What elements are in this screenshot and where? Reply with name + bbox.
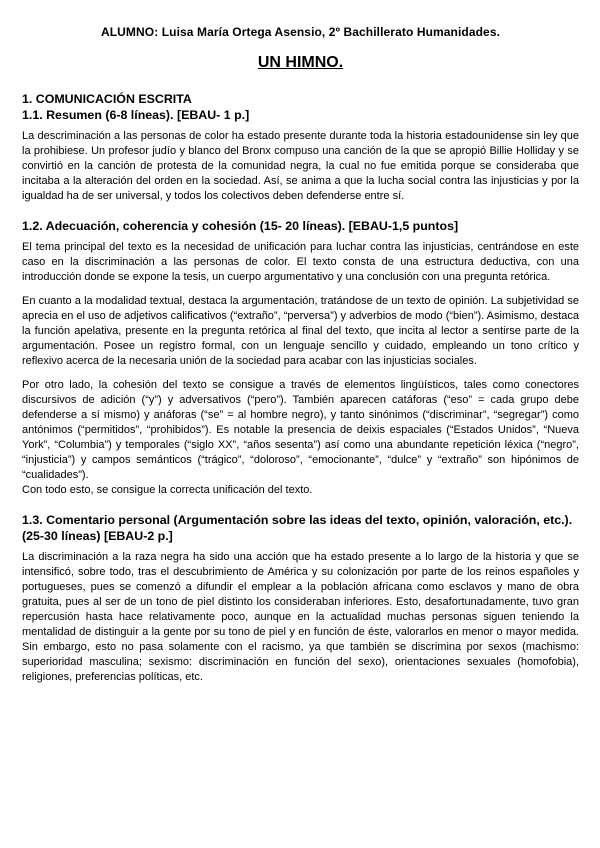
adequacy-paragraph-3: Por otro lado, la cohesión del texto se consigue a través de elementos lingüísticos, tales como conectores discursivos de adición (“y”) y adversativos (“pero”). También aparecen catáforas (“eso” = cada grupo debe defenderse a sí mismo) y anáforas (“se” = al hombre negro), y tanto sinónimos (“discriminar”, “segregar”) como antónimos (“permitidos”, “prohibidos”). Es notable la presencia de deixis espaciales (“Estados Unidos”, “Nueva York”, “Columbia”) y temporales (“siglo XX”, “años sesenta”) así como una abundante repetición léxica (“negro”, “injusticia”) y campos semánticos (“trágico”, “doloroso”, “emocionante”, “dulce” y “extraño” son hipónimos de “cualidades”).: [22, 379, 579, 481]
commentary-heading: 1.3. Comentario personal (Argumentación sobre las ideas del texto, opinión, valoración, etc.). (25-30 líneas) [EBAU-2 p.]: [22, 513, 573, 543]
adequacy-paragraph-4: Con todo esto, se consigue la correcta unificación del texto.: [22, 484, 313, 496]
summary-paragraph: La descriminación a las personas de color ha estado presente durante toda la historia estadounidense sin ley que la prohibiese. Un profesor judío y blanco del Bronx compuso una canción de la que se apropió Billie Holliday y se convirtió en la canción de protesta de la comunidad negra, la cual no fue emitida porque se consideraba que incitaba a la alteración del orden en la sociedad. Así, se anima a que la lucha social contra las injusticias y por la igualdad ha de ser universal, y todos los colectivos deben defenderse entre sí.: [22, 130, 579, 202]
adequacy-paragraph-1: El tema principal del texto es la necesidad de unificación para luchar contra las injusticias, centrándose en este caso en la discriminación a las personas de color. El texto consta de una estructura deductiva, con una introducción donde se expone la tesis, un cuerpo argumentativo y una conclusión con una pregunta retórica.: [22, 241, 579, 283]
adequacy-heading: 1.2. Adecuación, coherencia y cohesión (15- 20 líneas). [EBAU-1,5 puntos]: [22, 219, 459, 233]
adequacy-paragraph-2: En cuanto a la modalidad textual, destaca la argumentación, tratándose de un texto de opinión. La subjetividad se aprecia en el uso de adjetivos calificativos (“extraño”, “perversa”) y adverbios de modo (“bien”). Asimismo, destaca la función apelativa, presente en la pregunta retórica al final del texto, que incita al lector a sentirse parte de la argumentación. Posee un registro formal, con un lenguaje sencillo y cuidado, empleando un tono crítico y reflexivo acerca de la necesaria unión de la sociedad para acabar con las injusticias sociales.: [22, 295, 579, 367]
summary-heading: 1.1. Resumen (6-8 líneas). [EBAU- 1 p.]: [22, 108, 250, 122]
document-title: UN HIMNO.: [257, 54, 344, 71]
commentary-paragraph: La discriminación a la raza negra ha sido una acción que ha estado presente a lo largo de la historia y que se intensificó, sobre todo, tras el descubrimiento de América y su colonización por parte de los reinos españoles y portugueses, pues se comenzó a difundir el emplear a la población africana como esclavos y mano de obra gratuita, pues al ser de un tono de piel distinto los consideraban inferiores. Esto, desafortunadamente, tuvo gran repercusión hasta hace relativamente poco, aunque en la actualidad muchas personas siguen teniendo la mentalidad de distinguir a la gente por su tono de piel y en función de éste, valorarlos en menor o mayor medida. Sin embargo, esto no pasa solamente con el racismo, ya que también se discrimina por sexos (machismo: superioridad masculina; sexismo: discriminación en función del sexo), orientaciones sexuales (homofobia), religiones, preferencias políticas, etc.: [22, 551, 579, 683]
section-heading: 1. COMUNICACIÓN ESCRITA: [22, 92, 192, 106]
student-line: ALUMNO: Luisa María Ortega Asensio, 2º Bachillerato Humanidades.: [100, 25, 501, 39]
